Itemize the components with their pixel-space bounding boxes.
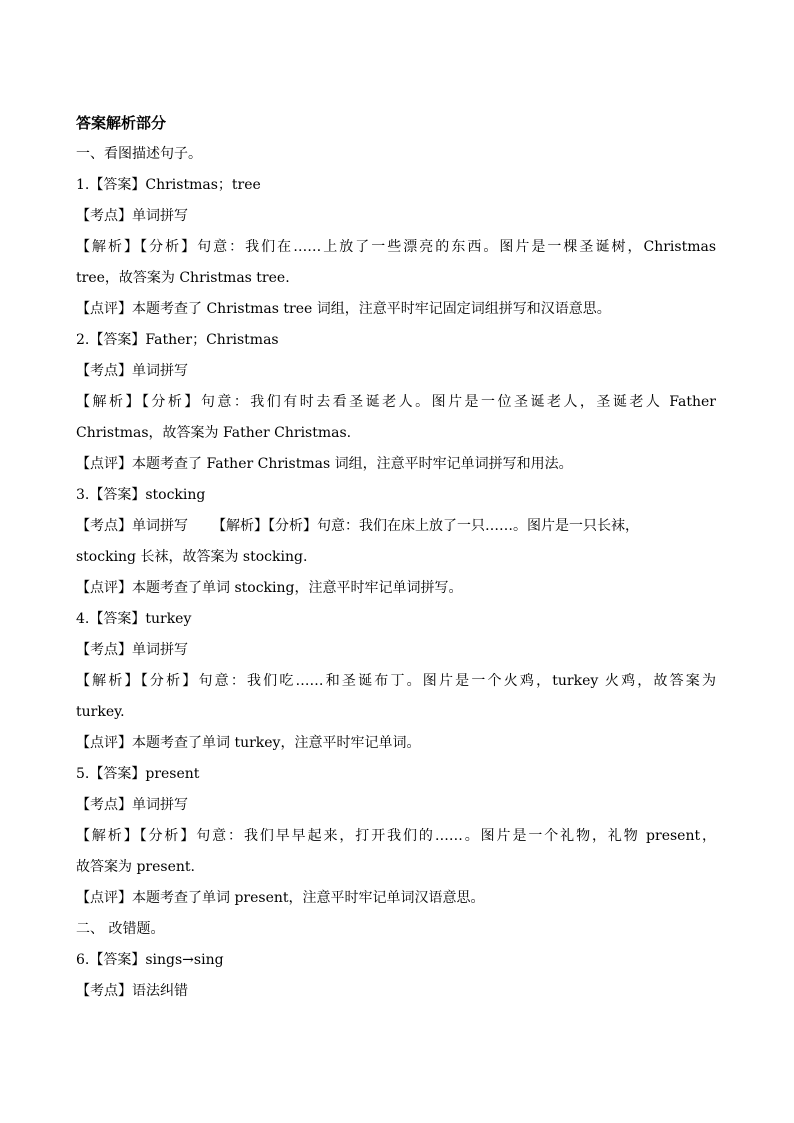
q6-answer: 6.【答案】sings→sing: [76, 952, 224, 968]
q3-answer: 3.【答案】stocking: [76, 487, 206, 503]
q1-analysis-line-2: tree，故答案为 Christmas tree.: [76, 270, 290, 286]
q2-analysis-line-2: Christmas，故答案为 Father Christmas.: [76, 425, 352, 441]
q4-answer: 4.【答案】turkey: [76, 611, 192, 627]
q2-analysis-line-1: 【解析】【分析】句意：我们有时去看圣诞老人。图片是一位圣诞老人，圣诞老人 Father: [76, 394, 716, 410]
q5-point: 【考点】单词拼写: [76, 797, 188, 813]
q1-answer: 1.【答案】Christmas；tree: [76, 177, 261, 193]
q3-point: 【考点】单词拼写: [76, 518, 188, 534]
q4-analysis-line-2: turkey.: [76, 704, 125, 720]
answer-content: [76, 108, 716, 1007]
q5-comment: 【点评】本题考查了单词 present，注意平时牢记单词汉语意思。: [76, 890, 485, 906]
q5-analysis-line-2: 故答案为 present.: [76, 859, 195, 875]
q4-comment: 【点评】本题考查了单词 turkey，注意平时牢记单词。: [76, 735, 421, 751]
q3-analysis-line-1: 【解析】【分析】句意：我们在床上放了一只……。图片是一只长袜，: [212, 518, 639, 534]
section-heading-1: 一、看图描述句子。: [76, 146, 202, 162]
page-title: 答案解析部分: [76, 114, 167, 132]
q4-analysis-line-1: 【解析】【分析】句意：我们吃……和圣诞布丁。图片是一个火鸡，turkey 火鸡，故答案为: [76, 673, 716, 689]
q5-analysis-line-1: 【解析】【分析】句意：我们早早起来，打开我们的……。图片是一个礼物，礼物 present，: [76, 828, 716, 844]
q4-point: 【考点】单词拼写: [76, 642, 188, 658]
q1-point: 【考点】单词拼写: [76, 208, 188, 224]
q5-answer: 5.【答案】present: [76, 766, 200, 782]
q2-comment: 【点评】本题考查了 Father Christmas 词组，注意平时牢记单词拼写和用法。: [76, 456, 573, 472]
q1-analysis-line-1: 【解析】【分析】句意：我们在……上放了一些漂亮的东西。图片是一棵圣诞树，Christmas: [76, 239, 716, 255]
q1-comment: 【点评】本题考查了 Christmas tree 词组，注意平时牢记固定词组拼写和汉语意思。: [76, 301, 611, 317]
q2-answer: 2.【答案】Father；Christmas: [76, 332, 279, 348]
q6-point: 【考点】语法纠错: [76, 983, 188, 999]
section-heading-2: 二、 改错题。: [76, 921, 165, 937]
q3-analysis-line-2: stocking 长袜，故答案为 stocking.: [76, 549, 308, 565]
q3-comment: 【点评】本题考查了单词 stocking，注意平时牢记单词拼写。: [76, 580, 463, 596]
q2-point: 【考点】单词拼写: [76, 363, 188, 379]
q3-point-analysis-row: [76, 511, 716, 542]
